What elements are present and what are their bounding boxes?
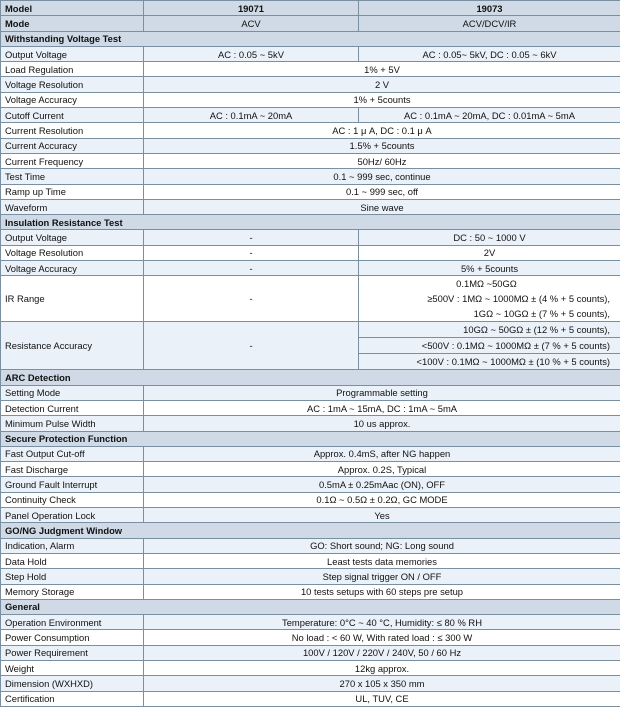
section-title: GO/NG Judgment Window [1, 523, 620, 538]
spec-value: 0.1Ω ~ 0.5Ω ± 0.2Ω, GC MODE [144, 492, 620, 507]
spec-label: Ramp up Time [1, 184, 144, 199]
spec-label: Power Requirement [1, 645, 144, 660]
spec-label: Current Accuracy [1, 138, 144, 153]
spec-row [1, 416, 620, 431]
resistance-accuracy-line: <100V : 0.1MΩ ~ 1000MΩ ± (10 % + 5 counts) [359, 354, 620, 369]
model-19073: 19073 [359, 1, 620, 16]
spec-label: Voltage Accuracy [1, 261, 144, 276]
section-title: Insulation Resistance Test [1, 215, 620, 230]
resistance-accuracy-values [359, 322, 620, 370]
spec-value: 50Hz/ 60Hz [144, 153, 620, 168]
spec-row [1, 46, 620, 61]
spec-label: Certification [1, 691, 144, 706]
spec-value: AC : 1 μ A, DC : 0.1 μ A [144, 123, 620, 138]
spec-label: Detection Current [1, 400, 144, 415]
spec-row [1, 184, 620, 199]
spec-label: Current Resolution [1, 123, 144, 138]
spec-value-19071: - [144, 230, 359, 245]
spec-value: 10 us approx. [144, 416, 620, 431]
section-title: General [1, 599, 620, 614]
spec-label: Output Voltage [1, 46, 144, 61]
spec-row [1, 584, 620, 599]
spec-row [1, 462, 620, 477]
spec-value: 2 V [144, 77, 620, 92]
spec-label: Resistance Accuracy [1, 322, 144, 370]
spec-label: Memory Storage [1, 584, 144, 599]
spec-label: Indication, Alarm [1, 538, 144, 553]
spec-label: Operation Environment [1, 615, 144, 630]
model-19071: 19071 [144, 1, 359, 16]
spec-label: Voltage Resolution [1, 77, 144, 92]
spec-value: No load : < 60 W, With rated load : ≤ 300 W [144, 630, 620, 645]
mode-19073: ACV/DCV/IR [359, 16, 620, 31]
spec-value-19071: AC : 0.1mA ~ 20mA [144, 108, 359, 123]
spec-label: Output Voltage [1, 230, 144, 245]
spec-row [1, 508, 620, 523]
spec-row [1, 245, 620, 260]
ir-range-line: 0.1MΩ ~50GΩ [363, 276, 610, 291]
spec-row [1, 199, 620, 214]
spec-label: IR Range [1, 276, 144, 322]
spec-row [1, 446, 620, 461]
spec-row [1, 691, 620, 706]
spec-value: 1% + 5counts [144, 92, 620, 107]
spec-row [1, 538, 620, 553]
spec-value: 100V / 120V / 220V / 240V, 50 / 60 Hz [144, 645, 620, 660]
spec-label: Continuity Check [1, 492, 144, 507]
spec-row [1, 169, 620, 184]
spec-label: Waveform [1, 199, 144, 214]
spec-label: Ground Fault Interrupt [1, 477, 144, 492]
spec-value: Temperature: 0°C ~ 40 °C, Humidity: ≤ 80 % RH [144, 615, 620, 630]
section-gonog [1, 523, 620, 538]
spec-value-19071: - [144, 245, 359, 260]
spec-row [1, 676, 620, 691]
spec-value-19071: - [144, 276, 359, 322]
spec-value: UL, TUV, CE [144, 691, 620, 706]
spec-label: Weight [1, 660, 144, 675]
spec-row [1, 477, 620, 492]
spec-value-19071: - [144, 322, 359, 370]
spec-value-19073: 5% + 5counts [359, 261, 620, 276]
ir-range-values [359, 276, 620, 322]
spec-value: 12kg approx. [144, 660, 620, 675]
spec-label: Data Hold [1, 553, 144, 568]
spec-value: AC : 1mA ~ 15mA, DC : 1mA ~ 5mA [144, 400, 620, 415]
spec-label: Voltage Accuracy [1, 92, 144, 107]
spec-label: Step Hold [1, 569, 144, 584]
spec-row [1, 400, 620, 415]
spec-value-19073: AC : 0.05~ 5kV, DC : 0.05 ~ 6kV [359, 46, 620, 61]
ir-range-line: ≥500V : 1MΩ ~ 1000MΩ ± (4 % + 5 counts), [363, 291, 610, 306]
spec-value: 10 tests setups with 60 steps pre setup [144, 584, 620, 599]
section-title: ARC Detection [1, 370, 620, 385]
spec-label: Voltage Resolution [1, 245, 144, 260]
spec-value: GO: Short sound; NG: Long sound [144, 538, 620, 553]
spec-row-resistance-accuracy [1, 322, 620, 370]
spec-value: Approx. 0.4mS, after NG happen [144, 446, 620, 461]
spec-row [1, 138, 620, 153]
spec-label: Test Time [1, 169, 144, 184]
section-title: Withstanding Voltage Test [1, 31, 620, 46]
mode-label: Mode [1, 16, 144, 31]
spec-row [1, 569, 620, 584]
mode-19071: ACV [144, 16, 359, 31]
spec-value: Least tests data memories [144, 553, 620, 568]
spec-value: Sine wave [144, 199, 620, 214]
section-secure [1, 431, 620, 446]
spec-label: Fast Output Cut-off [1, 446, 144, 461]
spec-value: 0.5mA ± 0.25mAac (ON), OFF [144, 477, 620, 492]
spec-value: Approx. 0.2S, Typical [144, 462, 620, 477]
spec-value: 1% + 5V [144, 62, 620, 77]
section-title: Secure Protection Function [1, 431, 620, 446]
spec-row [1, 385, 620, 400]
spec-row [1, 630, 620, 645]
section-insulation [1, 215, 620, 230]
spec-label: Minimum Pulse Width [1, 416, 144, 431]
spec-label: Current Frequency [1, 153, 144, 168]
spec-label: Cutoff Current [1, 108, 144, 123]
spec-value-19071: - [144, 261, 359, 276]
spec-row-ir-range [1, 276, 620, 322]
spec-value: 270 x 105 x 350 mm [144, 676, 620, 691]
spec-row [1, 553, 620, 568]
spec-value: 0.1 ~ 999 sec, off [144, 184, 620, 199]
spec-value: Programmable setting [144, 385, 620, 400]
spec-row [1, 153, 620, 168]
spec-row [1, 77, 620, 92]
ir-range-line: 1GΩ ~ 10GΩ ± (7 % + 5 counts), [363, 306, 610, 321]
spec-row [1, 62, 620, 77]
spec-value-19073: DC : 50 ~ 1000 V [359, 230, 620, 245]
spec-label: Panel Operation Lock [1, 508, 144, 523]
spec-value: 0.1 ~ 999 sec, continue [144, 169, 620, 184]
spec-row [1, 660, 620, 675]
spec-value-19071: AC : 0.05 ~ 5kV [144, 46, 359, 61]
model-label: Model [1, 1, 144, 16]
spec-value: Yes [144, 508, 620, 523]
spec-row [1, 123, 620, 138]
spec-row [1, 230, 620, 245]
spec-row [1, 92, 620, 107]
header-row [1, 1, 620, 16]
spec-row [1, 492, 620, 507]
spec-value-19073: 2V [359, 245, 620, 260]
spec-value-19073: AC : 0.1mA ~ 20mA, DC : 0.01mA ~ 5mA [359, 108, 620, 123]
spec-label: Dimension (WXHXD) [1, 676, 144, 691]
spec-label: Fast Discharge [1, 462, 144, 477]
spec-label: Power Consumption [1, 630, 144, 645]
spec-label: Setting Mode [1, 385, 144, 400]
spec-label: Load Regulation [1, 62, 144, 77]
section-withstanding [1, 31, 620, 46]
section-arc [1, 370, 620, 385]
resistance-accuracy-line: 10GΩ ~ 50GΩ ± (12 % + 5 counts), [359, 322, 620, 338]
mode-row [1, 16, 620, 31]
resistance-accuracy-line: <500V : 0.1MΩ ~ 1000MΩ ± (7 % + 5 counts) [359, 338, 620, 354]
spec-row [1, 108, 620, 123]
spec-row [1, 615, 620, 630]
spec-value: Step signal trigger ON / OFF [144, 569, 620, 584]
section-general [1, 599, 620, 614]
spec-row [1, 645, 620, 660]
spec-value: 1.5% + 5counts [144, 138, 620, 153]
spec-row [1, 261, 620, 276]
